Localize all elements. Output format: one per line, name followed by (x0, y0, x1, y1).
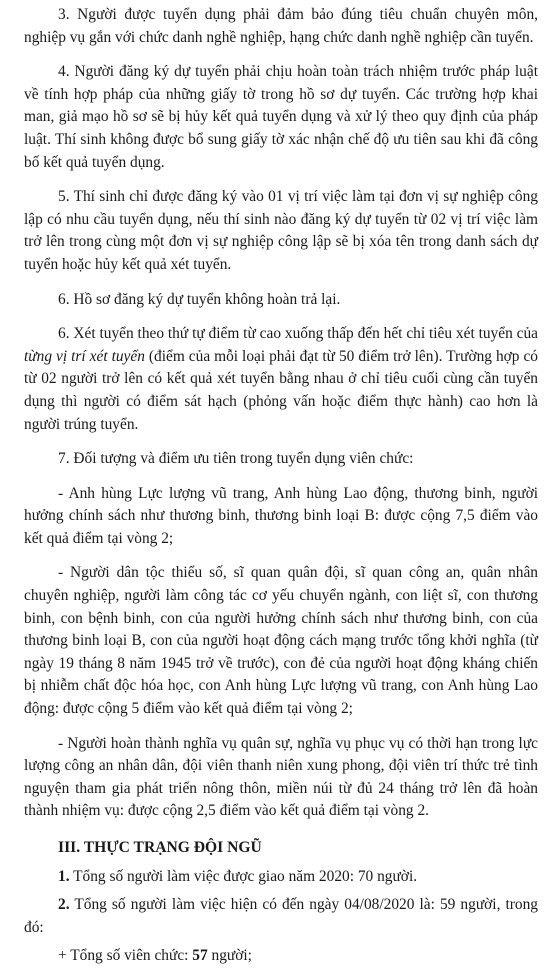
paragraph-6-selection (24, 323, 538, 436)
staff-item-2-text: Tổng số người làm việc hiện có đến ngày 04/08/2020 là: 59 người, trong đó: (24, 896, 538, 936)
staff-item-3-label: + Tổng số viên chức: (58, 947, 193, 965)
staff-item-3-value: 57 (192, 947, 208, 965)
staff-item-2 (24, 894, 538, 939)
staff-item-1 (24, 866, 538, 889)
section-heading: III. THỰC TRẠNG ĐỘI NGŨ (58, 839, 262, 856)
paragraph-3: 3. Người được tuyển dụng phải đảm bảo đúng tiêu chuẩn chuyên môn, nghiệp vụ gắn với chức danh nghề nghiệp, hạng chức danh nghề nghiệp cần tuyển. (24, 6, 538, 46)
priority-item-1: - Anh hùng Lực lượng vũ trang, Anh hùng Lao động, thương binh, người hưởng chính sách như thương binh, thương binh loại B: được cộng 7,5 điểm vào kết quả điểm tại vòng 2; (24, 484, 538, 547)
staff-item-1-text: Tổng số người làm việc được giao năm 2020: 70 người. (69, 867, 418, 885)
staff-item-2-number: 2. (58, 896, 70, 914)
p6-italic: từng vị trí xét tuyển (24, 347, 145, 365)
staff-item-1-number: 1. (58, 867, 70, 885)
paragraph-4: 4. Người đăng ký dự tuyển phải chịu hoàn toàn trách nhiệm trước pháp luật về tính hợp pháp của những giấy tờ trong hồ sơ dự tuyển. Các trường hợp khai man, giả mạo hồ sơ sẽ bị hủy kết quả tuyển dụng và xử lý theo quy định của pháp luật. Thí sinh không được bổ sung giấy tờ xác nhận chế độ ưu tiên sau khi đã công bố kết quả tuyển dụng. (24, 63, 538, 171)
paragraph-7: 7. Đối tượng và điểm ưu tiên trong tuyển dụng viên chức: (58, 450, 414, 468)
priority-item-3: - Người hoàn thành nghĩa vụ quân sự, nghĩa vụ phục vụ có thời hạn trong lực lượng công an nhân dân, đội viên thanh niên xung phong, đội viên trí thức trẻ tình nguyện tham gia phát triển nông thôn, miền núi từ đủ 24 tháng trở lên đã hoàn thành nhiệm vụ: được cộng 2,5 điểm vào kết quả điểm tại vòng 2. (24, 734, 538, 820)
p6-text-b: (điểm của mỗi loại phải đạt từ 50 điểm trở lên). Trường hợp có từ 02 người trở lên có kết quả xét tuyển bằng nhau ở chỉ tiêu cuối cùng cần tuyển dụng thì người có điểm sát hạch (phỏng vấn hoặc điểm thực hành) cao hơn là người trúng tuyển. (24, 347, 538, 433)
staff-item-3-unit: người; (207, 947, 252, 965)
p6-text-a: 6. Xét tuyển theo thứ tự điểm từ cao xuống thấp đến hết chỉ tiêu xét tuyển của (58, 325, 538, 343)
paragraph-6-records: 6. Hồ sơ đăng ký dự tuyển không hoàn trả lại. (58, 290, 341, 308)
paragraph-5: 5. Thí sinh chỉ được đăng ký vào 01 vị trí việc làm tại đơn vị sự nghiệp công lập có nhu cầu tuyển dụng, nếu thí sinh nào đăng ký dự tuyển từ 02 vị trí việc làm trở lên trong cùng một đơn vị sự nghiệp công lập sẽ bị xóa tên trong danh sách dự tuyển hoặc hủy kết quả xét tuyển. (24, 188, 538, 273)
priority-item-2: - Người dân tộc thiểu số, sĩ quan quân đội, sĩ quan công an, quân nhân chuyên nghiệp, người làm công tác cơ yếu chuyển ngành, con liệt sĩ, con thương binh, con bệnh binh, con của người hưởng chính sách như thương binh, con của thương binh loại B, con của người hoạt động cách mạng trước tổng khởi nghĩa (từ ngày 19 tháng 8 năm 1945 trở về trước), con đẻ của người hoạt động kháng chiến bị nhiễm chất độc hóa học, con Anh hùng Lực lượng vũ trang, con Anh hùng Lao động: được cộng 5 điểm vào kết quả điểm tại vòng 2; (24, 564, 538, 718)
staff-item-3 (24, 945, 538, 968)
